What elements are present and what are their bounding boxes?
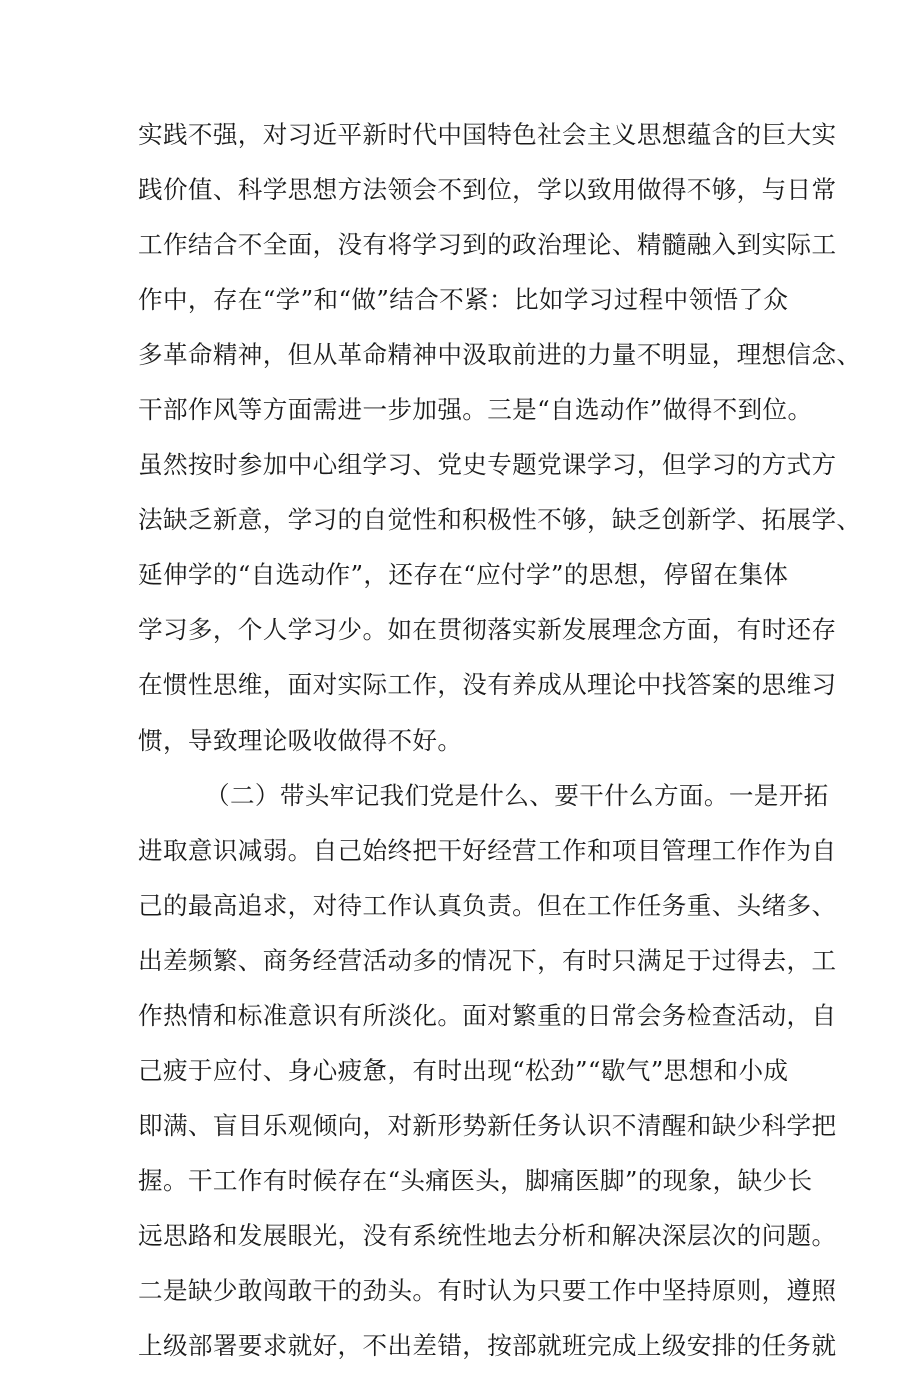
text-line: 上级部署要求就好，不出差错，按部就班完成上级安排的任务就 xyxy=(138,1331,837,1361)
text-line: 己的最高追求，对待工作认真负责。但在工作任务重、头绪多、 xyxy=(138,890,837,920)
text-line: 二是缺少敢闯敢干的劲头。有时认为只要工作中坚持原则，遵照 xyxy=(138,1275,837,1305)
text-line: 出差频繁、商务经营活动多的情况下，有时只满足于过得去，工 xyxy=(138,945,837,975)
text-line: 作热情和标准意识有所淡化。面对繁重的日常会务检查活动，自 xyxy=(138,1000,837,1030)
text-line: 即满、盲目乐观倾向，对新形势新任务认识不清醒和缺少科学把 xyxy=(138,1110,837,1140)
text-line: 惯，导致理论吸收做得不好。 xyxy=(138,725,463,755)
text-line: 实践不强，对习近平新时代中国特色社会主义思想蕴含的巨大实 xyxy=(138,120,837,149)
text-line: 工作结合不全面，没有将学习到的政治理论、精髓融入到实际工 xyxy=(138,230,837,260)
text-line: 进取意识减弱。自己始终把干好经营工作和项目管理工作作为自 xyxy=(138,835,837,865)
text-line: 握。干工作有时候存在“头痛医头，脚痛医脚”的现象，缺少长 xyxy=(138,1165,813,1195)
text-line: 作中，存在“学”和“做”结合不紧：比如学习过程中领悟了众 xyxy=(138,285,789,315)
text-line: 多革命精神，但从革命精神中汲取前进的力量不明显，理想信念、 xyxy=(138,340,862,370)
text-line: 远思路和发展眼光，没有系统性地去分析和解决深层次的问题。 xyxy=(138,1220,837,1250)
section-heading-line: （二）带头牢记我们党是什么、要干什么方面。一是开拓 xyxy=(205,780,829,810)
document-body xyxy=(138,107,862,1373)
text-line: 践价值、科学思想方法领会不到位，学以致用做得不够，与日常 xyxy=(138,175,837,205)
text-line: 法缺乏新意，学习的自觉性和积极性不够，缺乏创新学、拓展学、 xyxy=(138,505,862,535)
text-line: 学习多，个人学习少。如在贯彻落实新发展理念方面，有时还存 xyxy=(138,615,837,645)
text-line: 延伸学的“自选动作”，还存在“应付学”的思想，停留在集体 xyxy=(138,560,789,590)
text-line: 己疲于应付、身心疲惫，有时出现“松劲”“歇气”思想和小成 xyxy=(138,1055,789,1085)
text-line: 虽然按时参加中心组学习、党史专题党课学习，但学习的方式方 xyxy=(138,450,837,480)
text-line: 干部作风等方面需进一步加强。三是“自选动作”做得不到位。 xyxy=(138,395,813,425)
text-line: 在惯性思维，面对实际工作，没有养成从理论中找答案的思维习 xyxy=(138,670,837,700)
